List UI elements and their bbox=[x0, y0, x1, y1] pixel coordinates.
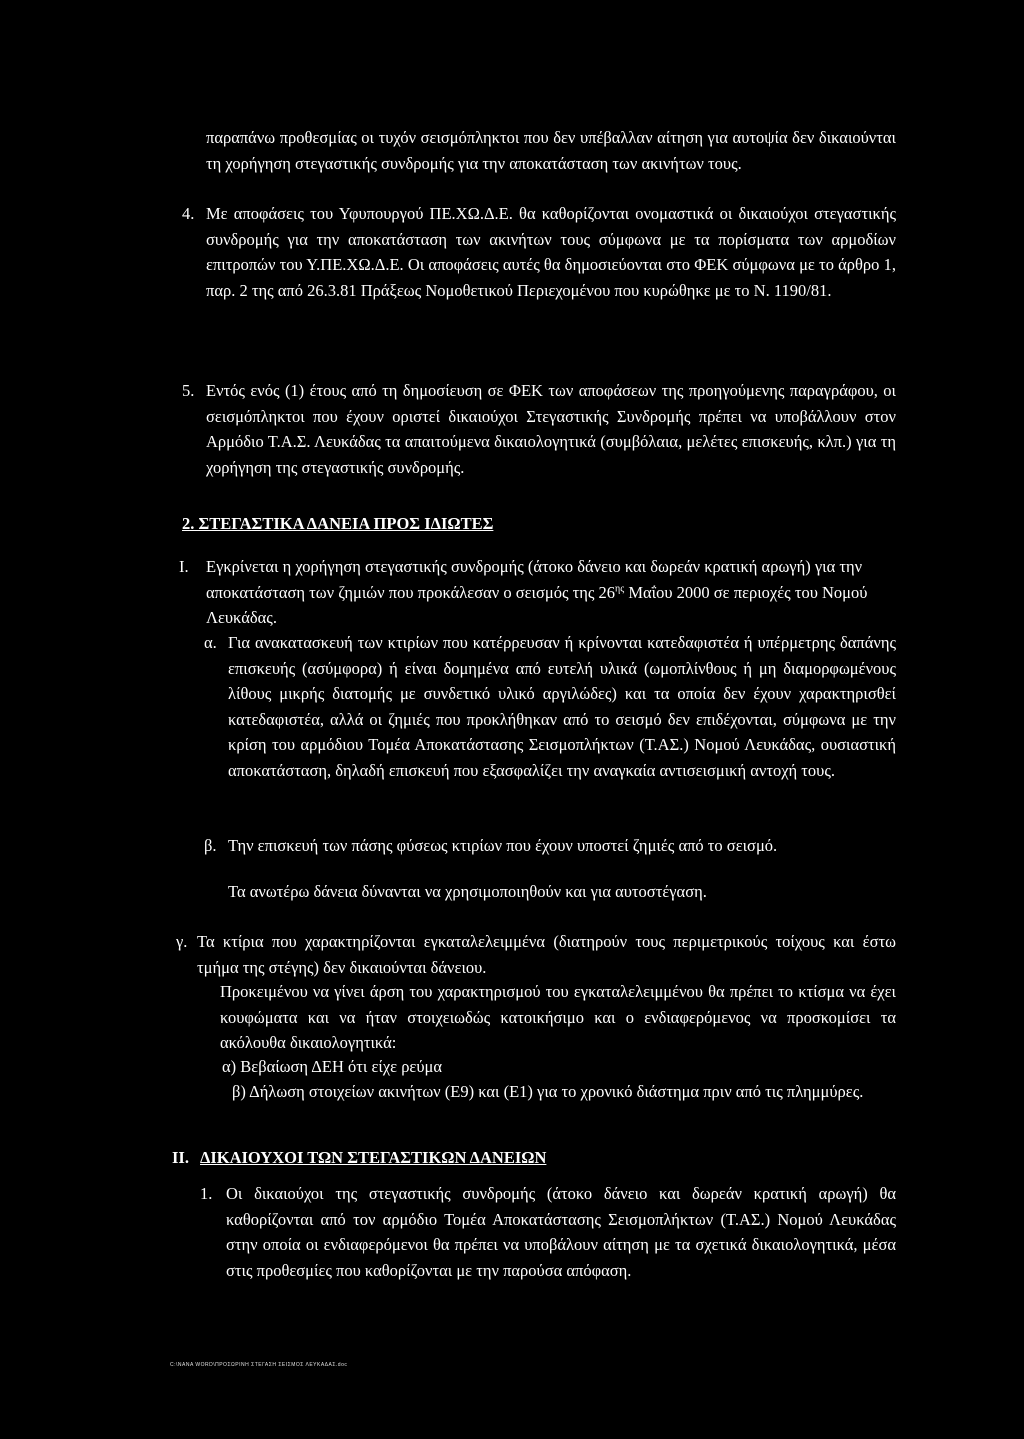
item-c-label: γ. bbox=[176, 932, 188, 951]
section-II-heading: ΔΙΚΑΙΟΥΧΟΙ ΤΩΝ ΣΤΕΓΑΣΤΙΚΩΝ ΔΑΝΕΙΩΝ bbox=[200, 1148, 547, 1167]
item-b-label: β. bbox=[204, 836, 217, 855]
item-II-1-text: Οι δικαιούχοι της στεγαστικής συνδρομής (άτοκο δάνειο και δωρεάν κρατική αρωγή) θα καθορίζονται από τον αρμόδιο Τομέα Αποκατάστασης Σεισμοπλήκτων (Τ.ΑΣ.) Νομού Λευκάδας στην οποία οι ενδιαφερόμενοι θα πρέπει να υποβάλουν αίτηση με τα σχετικά δικαιολογητικά, μέσα στις προθεσμίες που καθορίζονται με την παρούσα απόφαση. bbox=[226, 1184, 896, 1280]
item-c-sub-b: β) Δήλωση στοιχείων ακινήτων (Ε9) και (Ε1) για το χρονικό διάστημα πριν από τις πλημμύρες. bbox=[232, 1082, 864, 1101]
item-c-text: Τα κτίρια που χαρακτηρίζονται εγκαταλελειμμένα (διατηρούν τους περιμετρικούς τοίχους και έστω τμήμα της στέγης) δεν δικαιούνται δάνειου. bbox=[197, 932, 896, 977]
section-II-number: II. bbox=[172, 1148, 189, 1167]
section-I-text bbox=[206, 554, 906, 631]
section-I-text-main: Εγκρίνεται η χορήγηση στεγαστικής συνδρομής (άτοκο δάνειο και δωρεάν κρατική αρωγή) για την αποκατάσταση των ζημιών που προκάλεσαν ο σεισμός της 26 bbox=[206, 557, 863, 602]
item-b-note: Τα ανωτέρω δάνεια δύνανται να χρησιμοποιηθούν και για αυτοστέγαση. bbox=[228, 882, 707, 901]
footer-file-path: C:\NANA WORD\ΠΡΟΣΩΡΙΝΗ ΣΤΕΓΑΣΗ ΣΕΙΣΜΟΣ ΛΕΥΚΑΔΑΣ.doc bbox=[170, 1362, 348, 1368]
item-II-1-number: 1. bbox=[200, 1184, 213, 1203]
item-b-text: Την επισκευή των πάσης φύσεως κτιρίων που έχουν υποστεί ζημιές από το σεισμό. bbox=[228, 836, 778, 855]
item-a-text: Για ανακατασκευή των κτιρίων που κατέρρευσαν ή κρίνονται κατεδαφιστέα ή υπέρμετρης δαπάνης επισκευής (ασύμφορα) ή είναι δομημένα από ευτελή υλικά (ωμοπλίνθους ή μη διαμορφωμένους λίθους μικρής διατομής με συνδετικό υλικό αργιλώδες) και τα οποία δεν έχουν χαρακτηρισθεί κατεδαφιστέα, αλλά οι ζημιές που προκλήθηκαν από το σεισμό δεν επιδέχονται, σύμφωνα με την κρίση του αρμόδιου Τομέα Αποκατάστασης Σεισμοπλήκτων (Τ.ΑΣ.) Νομού Λευκάδας, ουσιαστική αποκατάσταση, δηλαδή επισκευή που εξασφαλίζει την αναγκαία αντισεισμική αντοχή τους. bbox=[228, 633, 896, 780]
section-2-heading: 2. ΣΤΕΓΑΣΤΙΚΑ ΔΑΝΕΙΑ ΠΡΟΣ ΙΔΙΩΤΕΣ bbox=[182, 514, 494, 533]
item-c-paragraph-2: Προκειμένου να γίνει άρση του χαρακτηρισμού του εγκαταλελειμμένου θα πρέπει το κτίσμα να έχει κουφώματα και να ήταν στοιχειωδώς κατοικήσιμο και ο ενδιαφερόμενος να προσκομίσει τα ακόλουθα δικαιολογητικά: bbox=[220, 982, 896, 1052]
item-c-sub-a: α) Βεβαίωση ΔΕΗ ότι είχε ρεύμα bbox=[222, 1057, 443, 1076]
superscript-ordinal: ης bbox=[615, 583, 625, 594]
section-I-number: I. bbox=[179, 557, 189, 576]
section-I-text-end: Μαΐου 2000 σε περιοχές του Νομού Λευκάδας. bbox=[206, 582, 868, 627]
item-5-text: Εντός ενός (1) έτους από τη δημοσίευση σε ΦΕΚ των αποφάσεων της προηγούμενης παραγράφου, οι σεισμόπληκτοι που έχουν οριστεί δικαιούχοι Στεγαστικής Συνδρομής πρέπει να υποβάλλουν στον Αρμόδιο Τ.Α.Σ. Λευκάδας τα απαιτούμενα δικαιολογητικά (συμβόλαια, μελέτες επισκευής, κλπ.) για τη χορήγηση της στεγαστικής συνδρομής. bbox=[206, 381, 896, 477]
item-a-label: α. bbox=[204, 633, 217, 652]
item-4-text: Με αποφάσεις του Υφυπουργού ΠΕ.ΧΩ.Δ.Ε. θα καθορίζονται ονομαστικά οι δικαιούχοι στεγαστικής συνδρομής για την αποκατάσταση των ακινήτων τους σύμφωνα με τα πορίσματα των αρμοδίων επιτροπών του Υ.ΠΕ.ΧΩ.Δ.Ε. Οι αποφάσεις αυτές θα δημοσιεύονται στο ΦΕΚ σύμφωνα με το άρθρο 1, παρ. 2 της από 26.3.81 Πράξεως Νομοθετικού Περιεχομένου που κυρώθηκε με το Ν. 1190/81. bbox=[206, 204, 896, 300]
intro-paragraph: παραπάνω προθεσμίας οι τυχόν σεισμόπληκτοι που δεν υπέβαλλαν αίτηση για αυτοψία δεν δικαιούνται τη χορήγηση στεγαστικής συνδρομής για την αποκατάσταση των ακινήτων τους. bbox=[206, 128, 896, 173]
item-4-number: 4. bbox=[182, 204, 195, 223]
item-5-number: 5. bbox=[182, 381, 195, 400]
